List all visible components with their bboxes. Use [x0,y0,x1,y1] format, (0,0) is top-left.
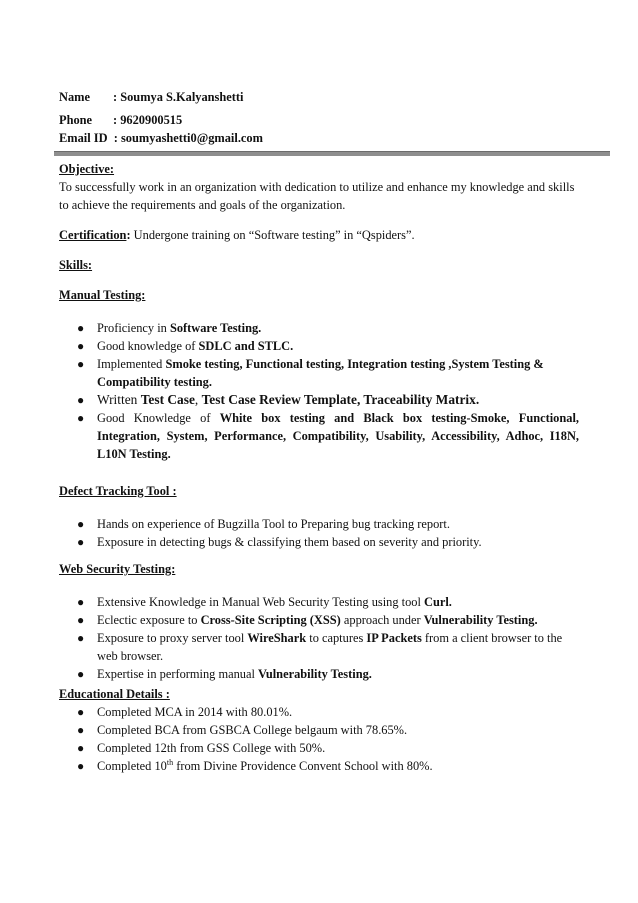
skills-heading: Skills: [59,258,93,272]
defect-tracking-list [59,515,579,551]
list-item: ● Written Test Case, Test Case Review Template, Traceability Matrix. [77,392,480,407]
bullet-icon: ● [77,595,85,609]
defect-tracking-heading: Defect Tracking Tool : [59,484,177,498]
manual-testing-section [59,286,579,463]
web-security-list [59,593,579,683]
list-item: ● Proficiency in Software Testing. [77,321,262,335]
name-value: : Soumya S.Kalyanshetti [113,90,244,104]
email-label: Email ID [59,131,108,145]
web-security-heading: Web Security Testing: [59,562,176,576]
education-list [59,703,579,775]
bullet-icon: ● [77,705,85,719]
bullet-icon: ● [77,393,85,407]
bullet-icon: ● [77,759,85,773]
list-item: ● Exposure to proxy server tool WireShark to captures IP Packets from a client browser to the web browser. [77,631,563,663]
objective-text: To successfully work in an organization with dedication to utilize and enhance my knowledge and skills to achieve the requirements and goals of the organization. [59,180,575,212]
phone-label: Phone [59,112,93,127]
web-security-section [59,560,579,683]
list-item: ● Exposure in detecting bugs & classifying them based on severity and priority. [77,535,482,549]
objective-section [59,160,579,214]
bullet-icon: ● [77,667,85,681]
phone-value: : 9620900515 [113,112,183,127]
certification-heading: Certification [59,228,127,242]
list-item: ● Good knowledge of SDLC and STLC. [77,339,294,353]
email-value: : soumyashetti0@gmail.com [113,131,263,145]
bullet-icon: ● [77,535,85,549]
list-item: ● Hands on experience of Bugzilla Tool to Preparing bug tracking report. [77,517,450,531]
list-item: ● Completed 10th from Divine Providence Convent School with 80%. [77,757,433,773]
phone-row [59,111,579,130]
certification-colon: : [126,228,131,242]
bullet-icon: ● [77,741,85,755]
list-item: ● Good Knowledge of White box testing and Black box testing-Smoke, Functional, Integration, System, Performance, Compatibility, Usability, Accessibility, Adhoc, I18N, L10N Testing. [77,411,579,461]
list-item: ● Expertise in performing manual Vulnerability Testing. [77,667,372,681]
defect-tracking-section [59,482,579,551]
list-item: ● Extensive Knowledge in Manual Web Security Testing using tool Curl. [77,595,452,609]
resume-page [59,88,579,148]
bullet-icon: ● [77,517,85,531]
list-item: ● Completed BCA from GSBCA College belgaum with 78.65%. [77,723,408,737]
certification-text: Undergone training on “Software testing” in “Qspiders”. [130,228,415,242]
list-item: ● Implemented Smoke testing, Functional testing, Integration testing ,System Testing & Compatibility testing. [77,357,544,389]
header-divider [54,151,610,156]
name-label: Name [59,90,90,104]
education-section [59,685,579,775]
list-item: ● Completed 12th from GSS College with 50%. [77,741,326,755]
contact-block [59,88,579,148]
bullet-icon: ● [77,723,85,737]
email-row [59,129,579,148]
bullet-icon: ● [77,613,85,627]
bullet-icon: ● [77,339,85,353]
skills-section [59,256,579,274]
list-item: ● Eclectic exposure to Cross-Site Scripting (XSS) approach under Vulnerability Testing. [77,613,538,627]
manual-testing-list [59,319,579,463]
objective-heading: Objective: [59,162,115,176]
manual-testing-heading: Manual Testing: [59,288,146,302]
list-item: ● Completed MCA in 2014 with 80.01%. [77,705,293,719]
certification-section [59,226,579,244]
bullet-icon: ● [77,357,85,371]
education-heading: Educational Details : [59,687,170,701]
name-row [59,88,579,107]
bullet-icon: ● [77,321,85,335]
bullet-icon: ● [77,411,85,425]
bullet-icon: ● [77,631,85,645]
